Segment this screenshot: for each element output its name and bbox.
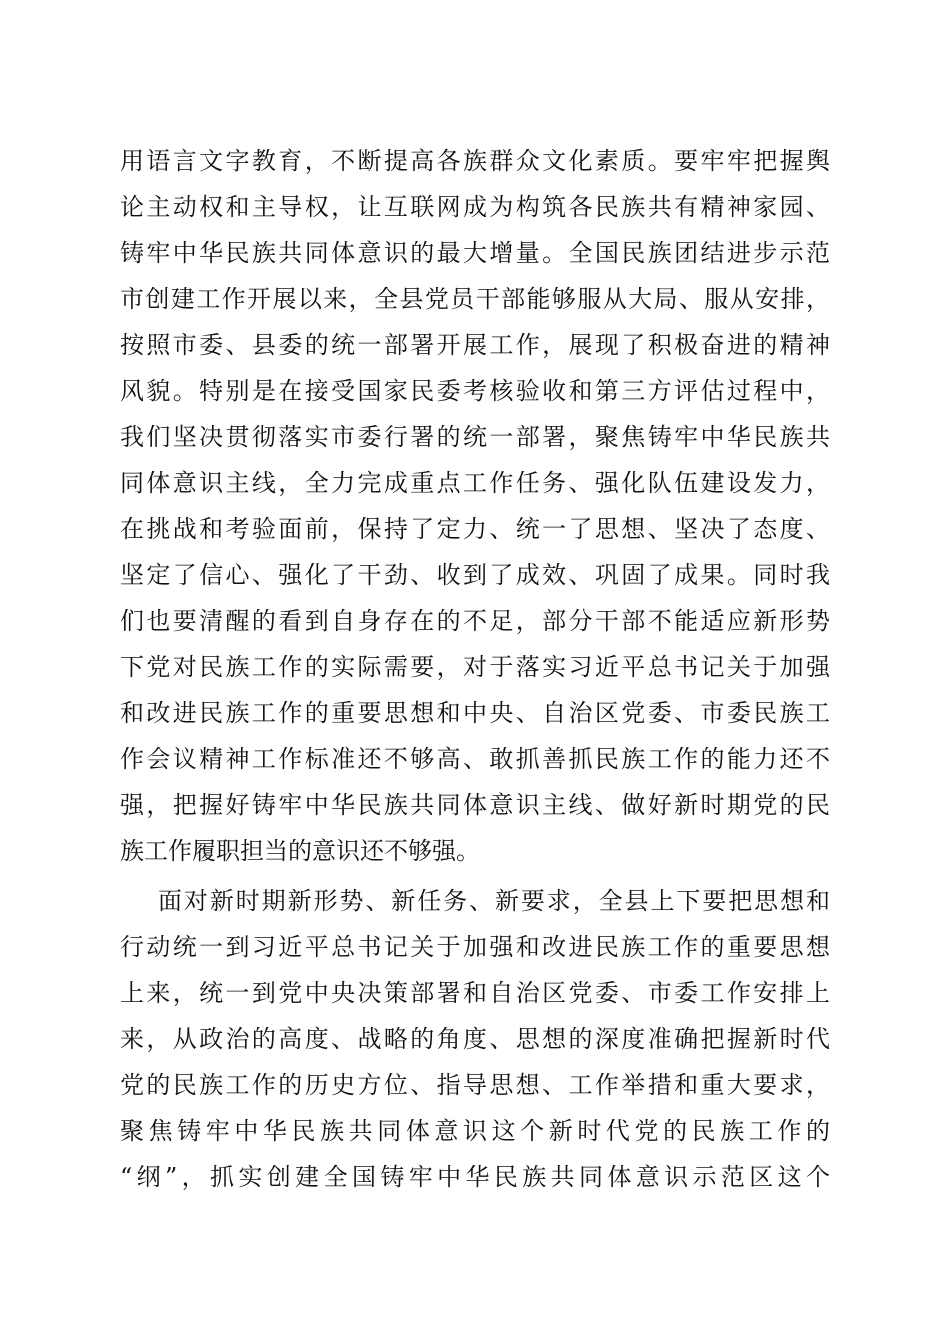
text-line: 来，从政治的高度、战略的角度、思想的深度准确把握新时代: [120, 1025, 830, 1053]
text-line: 市创建工作开展以来，全县党员干部能够服从大局、服从安排，: [120, 285, 830, 313]
text-line: 面对新时期新形势、新任务、新要求，全县上下要把思想和: [158, 887, 830, 915]
text-line: 行动统一到习近平总书记关于加强和改进民族工作的重要思想: [120, 933, 830, 961]
text-line: 们也要清醒的看到自身存在的不足，部分干部不能适应新形势: [120, 607, 830, 635]
text-line: 风貌。特别是在接受国家民委考核验收和第三方评估过程中，: [120, 377, 830, 405]
text-line: 同体意识主线，全力完成重点工作任务、强化队伍建设发力，: [120, 469, 830, 497]
text-line: “纲”，抓实创建全国铸牢中华民族共同体意识示范区这个: [120, 1163, 830, 1191]
text-line: 用语言文字教育，不断提高各族群众文化素质。要牢牢把握舆: [120, 147, 830, 175]
text-line: 作会议精神工作标准还不够高、敢抓善抓民族工作的能力还不: [120, 745, 830, 773]
text-line: 下党对民族工作的实际需要，对于落实习近平总书记关于加强: [120, 653, 830, 681]
paragraph-1: [120, 138, 830, 874]
text-line: 党的民族工作的历史方位、指导思想、工作举措和重大要求，: [120, 1071, 830, 1099]
text-line: 我们坚决贯彻落实市委行署的统一部署，聚焦铸牢中华民族共: [120, 423, 830, 451]
text-line: 坚定了信心、强化了干劲、收到了成效、巩固了成果。同时我: [120, 561, 830, 589]
paragraph-2: [120, 878, 830, 1200]
text-line: 铸牢中华民族共同体意识的最大增量。全国民族团结进步示范: [120, 239, 830, 267]
text-line: 族工作履职担当的意识还不够强。: [120, 837, 480, 865]
text-line: 和改进民族工作的重要思想和中央、自治区党委、市委民族工: [120, 699, 830, 727]
text-line: 上来，统一到党中央决策部署和自治区党委、市委工作安排上: [120, 979, 830, 1007]
text-line: 按照市委、县委的统一部署开展工作，展现了积极奋进的精神: [120, 331, 830, 359]
text-line: 强，把握好铸牢中华民族共同体意识主线、做好新时期党的民: [120, 791, 830, 819]
body-text: [120, 138, 830, 1200]
text-line: 论主动权和主导权，让互联网成为构筑各民族共有精神家园、: [120, 193, 830, 221]
text-line: 在挑战和考验面前，保持了定力、统一了思想、坚决了态度、: [120, 515, 830, 543]
text-line: 聚焦铸牢中华民族共同体意识这个新时代党的民族工作的: [120, 1117, 830, 1145]
